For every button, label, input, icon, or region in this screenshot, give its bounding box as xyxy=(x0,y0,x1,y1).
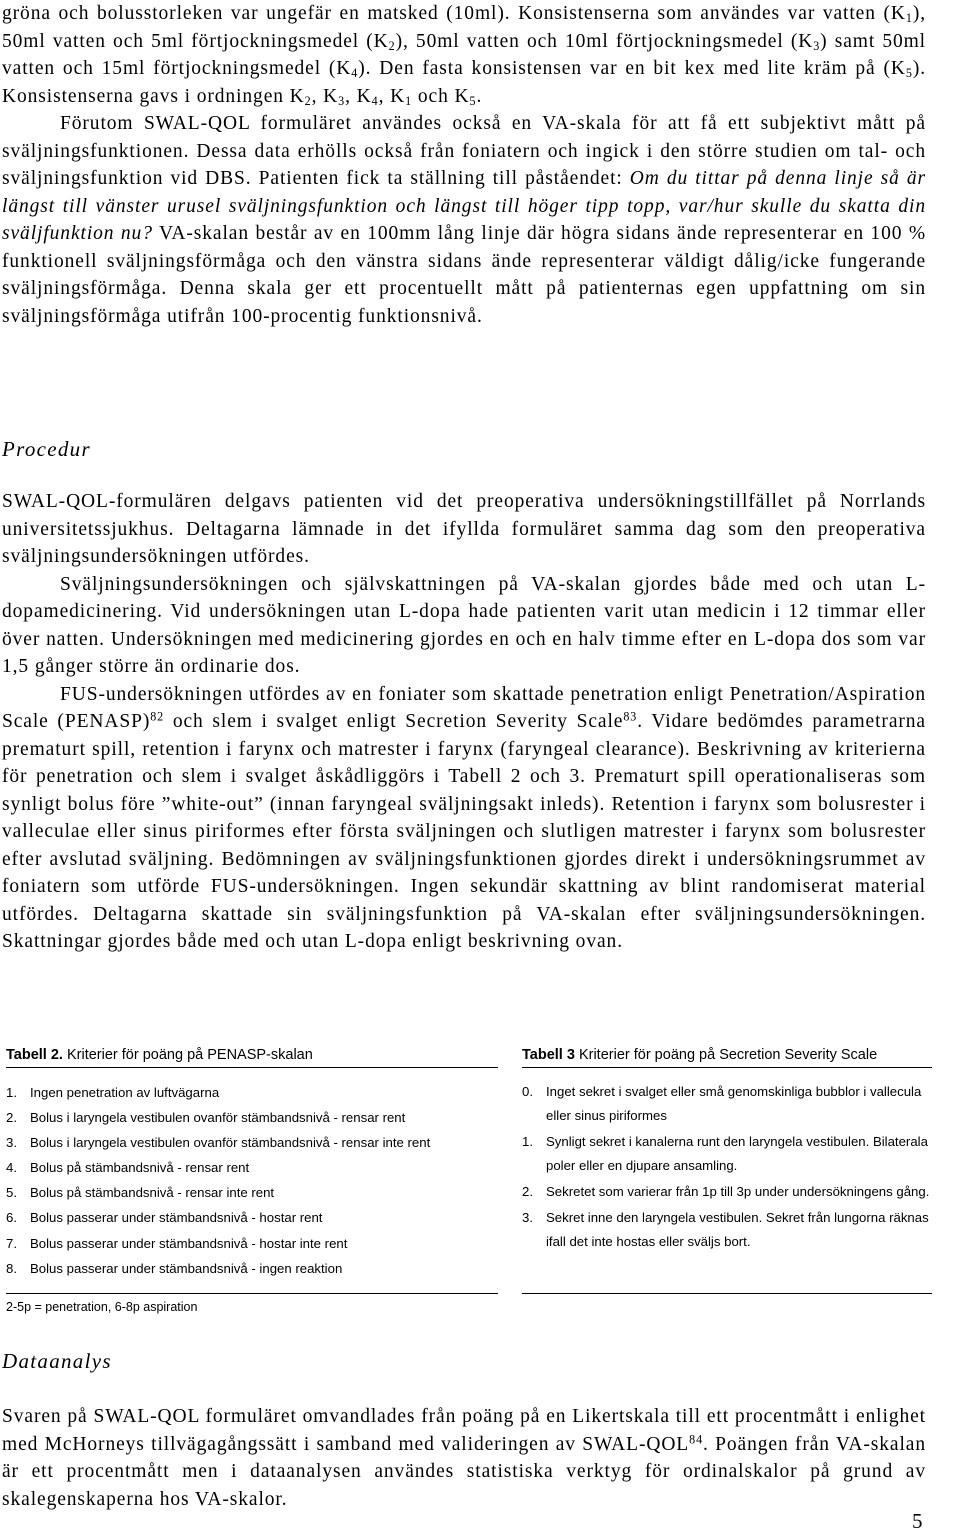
dataanalys-heading: Dataanalys xyxy=(2,1349,112,1373)
table-row: 1. Synligt sekret i kanalerna runt den laryngela vestibulen. Bilaterala poler eller en djupare ansamling. xyxy=(522,1134,928,1173)
procedur-paragraph-3: FUS-undersökningen utfördes av en foniater som skattade penetration enligt Penetration/Aspiration Scale (PENASP)$^{82}$ och slem i svalget enligt Secretion Severity Scale$^{83}$. Vidare bedömdes parametrarna prematurt spill, retention i farynx och matrester i farynx (faryngeal clearance). Beskrivning av kriterierna för penetration och slem i svalget åskådliggörs i Tabell 2 och 3. Prematurt spill operationaliseras som synligt bolus före ”white-out” (innan faryngeal sväljningsakt inleds). Retention i farynx som bolusrester i valleculae eller sinus piriformes efter första sväljningen och slutligen matrester i farynx som bolusrester efter avslutad sväljning. Bedömningen av sväljningsfunktionen gjordes direkt i undersökningsrummet av foniatern som utförde FUS-undersökningen. Ingen sekundär skattning av blint randomiserat material utfördes. Deltagarna skattade sin sväljningsfunktion på VA-skalan efter sväljningsundersökningen. Skattningar gjordes både med och utan L-dopa enligt beskrivning ovan. xyxy=(2,683,926,952)
intro-section xyxy=(2,0,926,330)
reference-84: 84 xyxy=(689,1431,704,1446)
table-row: 7. Bolus passerar under stämbandsnivå - hostar inte rent xyxy=(6,1235,348,1251)
table-row: 4. Bolus på stämbandsnivå - rensar rent xyxy=(6,1160,250,1176)
intro-paragraph-1: gröna och bolusstorleken var ungefär en matsked (10ml). Konsistenserna som användes var vatten $(K_1)$, 50ml vatten och 5ml förtjockningsmedel $(K_2)$, 50ml vatten och 10ml förtjockningsmedel $(K_3)$ samt 50ml vatten och 15ml förtjockningsmedel $(K_4)$. Den fasta konsistensen var en bit kex med lite kräm på $(K_5)$. Konsistenserna gavs i ordningen $K_2$, $K_3$, $K_4$, $K_1$ och $K_5$. xyxy=(2,3,927,108)
reference-83: 83 xyxy=(623,709,638,724)
table-row: 6. Bolus passerar under stämbandsnivå - hostar rent xyxy=(6,1210,323,1226)
procedur-section xyxy=(2,488,926,956)
table-2-bottom-rule xyxy=(6,1293,498,1294)
va-scale-quote: Om du tittar på denna linje så är längst till vänster urusel sväljningsfunktion och längst till höger tipp topp, var/hur skulle du skatta din sväljfunktion nu? xyxy=(2,168,926,244)
table-3 xyxy=(522,1043,932,1256)
table-row: 1. Ingen penetration av luftvägarna xyxy=(6,1085,220,1100)
table-2-footnote: 2-5p = penetration, 6-8p aspiration xyxy=(6,1300,198,1314)
table-row: 0. Inget sekret i svalget eller små genomskinliga bubblor i vallecula eller sinus piriformes xyxy=(522,1084,922,1123)
table-row: 3. Sekret inne den laryngela vestibulen. Sekret från lungorna räknas ifall det inte hostas eller sväljs bort. xyxy=(522,1210,929,1249)
table-row: 3. Bolus i laryngela vestibulen ovanför stämbandsnivå - rensar inte rent xyxy=(6,1135,431,1151)
table-row: 8. Bolus passerar under stämbandsnivå - ingen reaktion xyxy=(6,1260,343,1276)
procedur-paragraph-2: Sväljningsundersökningen och självskattningen på VA-skalan gjordes både med och utan L-dopamedicinering. Vid undersökningen utan L-dopa hade patienten varit utan medicin i 12 timmar eller över natten. Undersökningen med medicinering gjordes en och en halv timme efter en L-dopa dos som var 1,5 gånger större än ordinarie dos. xyxy=(2,573,926,677)
table-2-title: Tabell 2. Kriterier för poäng på PENASP-skalan xyxy=(6,1043,498,1068)
table-2-list xyxy=(6,1080,498,1281)
intro-paragraph-2: Förutom SWAL-QOL formuläret användes också en VA-skala för att få ett subjektivt mått på sväljningsfunktionen. Dessa data erhölls också från foniatern och ingick i den större studien om tal- och sväljningsfunktion vid DBS. Patienten fick ta ställning till påståendet: Om du tittar på denna linje så är längst till vänster urusel sväljningsfunktion och längst till höger tipp topp, var/hur skulle du skatta din sväljfunktion nu? VA-skalan består av en 100mm lång linje där högra sidans ände representerar en 100 % funktionell sväljningsförmåga och den vänstra sidans ände representerar väldigt dålig/icke fungerande sväljningsförmåga. Denna skala ger ett procentuellt mått på patienternas egen uppfattning om sin sväljningsförmåga utifrån 100-procentig funktionsnivå. xyxy=(2,113,926,327)
procedur-heading: Procedur xyxy=(2,437,91,461)
table-3-list xyxy=(522,1080,932,1254)
page-number: 5 xyxy=(912,1509,923,1533)
procedur-paragraph-1: SWAL-QOL-formulären delgavs patienten vid det preoperativa undersökningstillfället på Norrlands universitetssjukhus. Deltagarna lämnade in det ifyllda formuläret samma dag som den preoperativa sväljningsundersökningen utfördes. xyxy=(2,491,926,567)
table-3-bottom-rule xyxy=(522,1293,932,1294)
table-2 xyxy=(6,1043,498,1281)
table-3-title: Tabell 3 Kriterier för poäng på Secretion Severity Scale xyxy=(522,1043,932,1068)
reference-82: 82 xyxy=(150,709,165,724)
dataanalys-section xyxy=(2,1403,926,1513)
table-row: 2. Bolus i laryngela vestibulen ovanför stämbandsnivå - rensar rent xyxy=(6,1110,406,1126)
dataanalys-paragraph-1: Svaren på SWAL-QOL formuläret omvandlades från poäng på en Likertskala till ett procentmått i enlighet med McHorneys tillvägagångssätt i samband med valideringen av SWAL-QOL$^{84}$. Poängen från VA-skalan är ett procentmått men i dataanalysen användes statistiska verktyg för ordinalskalor på grund av skalegenskaperna hos VA-skalor. xyxy=(2,1406,926,1510)
table-row: 2. Sekretet som varierar från 1p till 3p under undersökningens gång. xyxy=(522,1184,930,1199)
table-row: 5. Bolus på stämbandsnivå - rensar inte rent xyxy=(6,1185,275,1201)
